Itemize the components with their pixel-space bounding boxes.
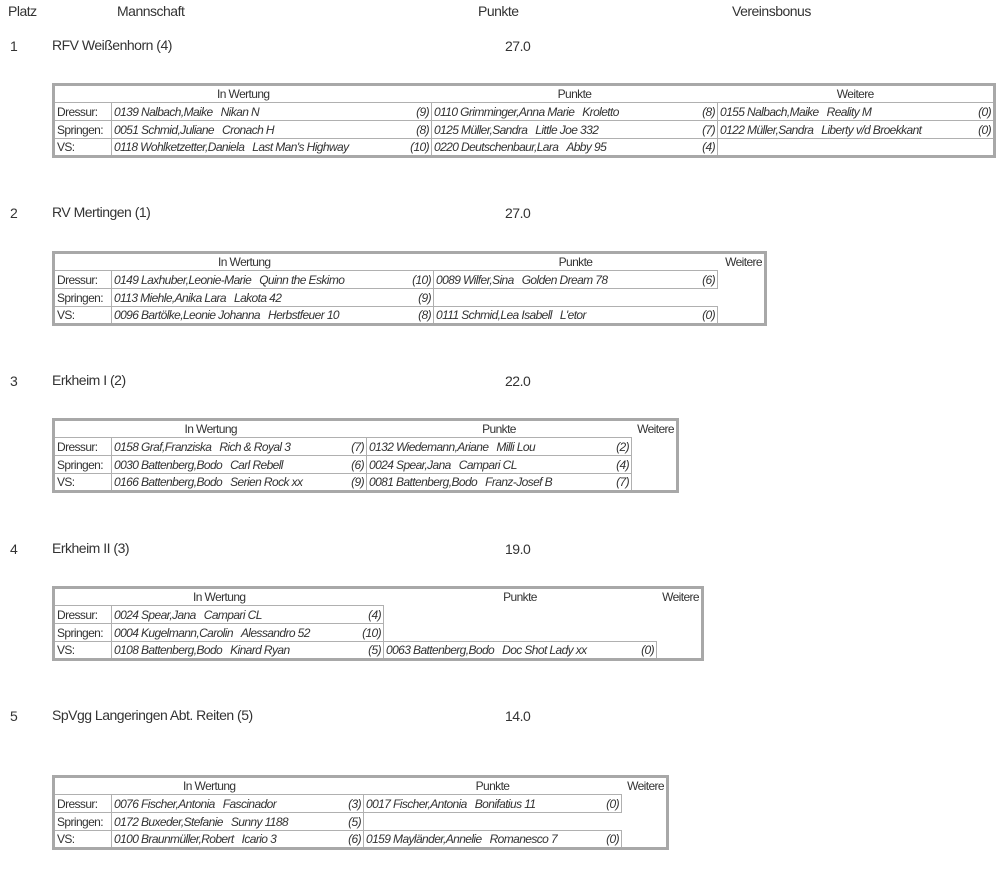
rider-entry: [112, 624, 384, 642]
entry-points: (2): [616, 439, 630, 454]
horse-name: Fascinador: [222, 796, 277, 811]
rider-name: 0139 Nalbach,Maike: [114, 104, 213, 119]
empty-cell: [622, 795, 668, 813]
discipline-label: Springen:: [54, 813, 112, 831]
discipline-row: [54, 456, 678, 474]
rider-entry: [364, 795, 622, 813]
team-rank: 3: [10, 373, 18, 389]
table-header-row: [54, 420, 678, 438]
entry-points: (4): [616, 457, 630, 472]
entry-points: (0): [978, 104, 992, 119]
team-points: 22.0: [505, 373, 531, 389]
discipline-row: [54, 795, 668, 813]
horse-name: Kinard Ryan: [230, 643, 290, 657]
horse-name: Cronach H: [222, 122, 274, 137]
horse-name: Campari CL: [458, 457, 517, 472]
horse-name: Alessandro 52: [240, 625, 310, 640]
entry-points: (10): [410, 140, 430, 154]
column-header-mannschaft: Mannschaft: [117, 3, 185, 19]
team-name: Erkheim II (3): [52, 540, 130, 556]
entry-points: (4): [702, 140, 716, 154]
team-name: RV Mertingen (1): [52, 204, 151, 220]
empty-cell: [364, 813, 622, 831]
entry-points: (9): [351, 475, 365, 489]
team-points: 14.0: [505, 708, 531, 724]
rider-entry: [432, 103, 718, 121]
column-header-vereinsbonus: Vereinsbonus: [732, 3, 811, 19]
rider-name: 0149 Laxhuber,Leonie-Marie: [114, 272, 252, 287]
horse-name: Carl Rebell: [230, 457, 283, 472]
rider-entry: [718, 103, 995, 121]
horse-name: Serien Rock xx: [230, 475, 303, 489]
team-name: SpVgg Langeringen Abt. Reiten (5): [52, 707, 253, 723]
rider-name: 0030 Battenberg,Bodo: [114, 457, 223, 472]
rider-name: 0118 Wohlketzetter,Daniela: [114, 140, 245, 154]
discipline-row: [54, 289, 766, 307]
entry-points: (3): [348, 796, 362, 811]
team-name: Erkheim I (2): [52, 372, 126, 388]
header-in-wertung: In Wertung: [218, 255, 271, 269]
rider-name: 0017 Fischer,Antonia: [366, 796, 467, 811]
rider-entry: [364, 831, 622, 849]
discipline-row: [54, 103, 995, 121]
discipline-label: Dressur:: [54, 271, 112, 289]
team-rank: 4: [10, 541, 18, 557]
entry-points: (0): [641, 643, 655, 657]
header-in-wertung: In Wertung: [184, 422, 237, 436]
rider-name: 0159 Mayländer,Annelie: [366, 832, 482, 846]
team-points: 19.0: [505, 541, 531, 557]
discipline-row: [54, 438, 678, 456]
rider-entry: [112, 103, 432, 121]
entry-points: (7): [702, 122, 716, 137]
entry-points: (9): [418, 290, 432, 305]
discipline-row: [54, 307, 766, 325]
team-results-table: [52, 775, 669, 850]
discipline-label: VS:: [54, 831, 112, 849]
empty-cell: [718, 139, 995, 157]
header-punkte: Punkte: [503, 590, 537, 605]
empty-cell: [622, 831, 668, 849]
header-weitere: Weitere: [637, 422, 675, 437]
horse-name: Lakota 42: [234, 290, 282, 305]
empty-cell: [622, 813, 668, 831]
empty-cell: [657, 642, 703, 660]
team-rank: 1: [10, 38, 18, 54]
entry-points: (6): [702, 272, 716, 287]
horse-name: Icario 3: [241, 832, 277, 846]
entry-points: (7): [616, 475, 630, 489]
team-rank: 2: [10, 205, 18, 221]
team-results-table: [52, 251, 767, 326]
entry-points: (8): [702, 104, 716, 119]
rider-name: 0100 Braunmüller,Robert: [114, 832, 234, 846]
rider-name: 0089 Wilfer,Sina: [436, 272, 514, 287]
horse-name: Sunny 1188: [230, 814, 289, 829]
rider-entry: [367, 456, 632, 474]
entry-points: (8): [416, 122, 430, 137]
rider-name: 0125 Müller,Sandra: [434, 122, 528, 137]
horse-name: Nikan N: [220, 104, 260, 119]
horse-name: Franz-Josef B: [485, 475, 553, 489]
rider-entry: [112, 642, 384, 660]
empty-cell: [657, 606, 703, 624]
empty-cell: [718, 307, 766, 325]
header-weitere: Weitere: [627, 779, 665, 794]
discipline-label: Springen:: [54, 289, 112, 307]
empty-cell: [632, 438, 678, 456]
rider-name: 0004 Kugelmann,Carolin: [114, 625, 233, 640]
entry-points: (9): [416, 104, 430, 119]
table-header-row: [54, 85, 995, 103]
rider-entry: [112, 438, 367, 456]
table-header-row: [54, 588, 703, 606]
team-points: 27.0: [505, 205, 531, 221]
header-weitere: Weitere: [725, 255, 763, 270]
header-weitere: Weitere: [836, 87, 874, 101]
horse-name: Abby 95: [566, 140, 607, 154]
horse-name: Little Joe 332: [535, 122, 599, 137]
empty-cell: [657, 624, 703, 642]
horse-name: Reality M: [826, 104, 872, 119]
horse-name: Doc Shot Lady xx: [502, 643, 587, 657]
rider-entry: [384, 642, 657, 660]
horse-name: Herbstfeuer 10: [268, 308, 339, 322]
discipline-row: [54, 139, 995, 157]
discipline-row: [54, 271, 766, 289]
rider-entry: [112, 813, 364, 831]
table-header-row: [54, 777, 668, 795]
rider-entry: [432, 139, 718, 157]
header-punkte: Punkte: [482, 422, 516, 436]
discipline-row: [54, 606, 703, 624]
header-in-wertung: In Wertung: [193, 590, 246, 604]
horse-name: Golden Dream 78: [521, 272, 608, 287]
entry-points: (0): [702, 308, 716, 322]
discipline-label: Dressur:: [54, 606, 112, 624]
discipline-row: [54, 831, 668, 849]
rider-entry: [112, 139, 432, 157]
entry-points: (6): [348, 832, 362, 846]
rider-name: 0122 Müller,Sandra: [720, 122, 814, 137]
entry-points: (10): [412, 272, 432, 287]
rider-entry: [112, 271, 434, 289]
column-header-platz: Platz: [8, 3, 37, 19]
rider-entry: [112, 795, 364, 813]
rider-name: 0166 Battenberg,Bodo: [114, 475, 223, 489]
rider-name: 0024 Spear,Jana: [114, 607, 196, 622]
rider-name: 0076 Fischer,Antonia: [114, 796, 215, 811]
empty-cell: [384, 606, 657, 624]
discipline-label: VS:: [54, 642, 112, 660]
empty-cell: [718, 271, 766, 289]
team-results-table: [52, 83, 996, 158]
rider-entry: [367, 474, 632, 492]
rider-entry: [112, 606, 384, 624]
entry-points: (8): [418, 308, 432, 322]
team-results-table: [52, 586, 704, 661]
discipline-label: Dressur:: [54, 438, 112, 456]
team-name: RFV Weißenhorn (4): [52, 37, 172, 53]
horse-name: Rich & Royal 3: [219, 439, 291, 454]
discipline-label: Springen:: [54, 456, 112, 474]
header-in-wertung: In Wertung: [217, 87, 270, 101]
rider-name: 0108 Battenberg,Bodo: [114, 643, 223, 657]
discipline-label: Dressur:: [54, 103, 112, 121]
team-results-table: [52, 418, 679, 493]
discipline-row: [54, 624, 703, 642]
rider-name: 0096 Bartölke,Leonie Johanna: [114, 308, 260, 322]
rider-name: 0113 Miehle,Anika Lara: [114, 290, 226, 305]
entry-points: (0): [978, 122, 992, 137]
header-punkte: Punkte: [558, 255, 593, 269]
rider-name: 0111 Schmid,Lea Isabell: [436, 308, 552, 322]
horse-name: Romanesco 7: [489, 832, 558, 846]
rider-name: 0220 Deutschenbaur,Lara: [434, 140, 559, 154]
entry-points: (5): [348, 814, 362, 829]
entry-points: (4): [368, 607, 382, 622]
rider-entry: [112, 456, 367, 474]
rider-entry: [112, 474, 367, 492]
team-points: 27.0: [505, 38, 531, 54]
empty-cell: [632, 474, 678, 492]
empty-cell: [384, 624, 657, 642]
rider-name: 0081 Battenberg,Bodo: [369, 475, 478, 489]
entry-points: (7): [351, 439, 365, 454]
horse-name: Milli Lou: [496, 439, 536, 454]
horse-name: Campari CL: [203, 607, 262, 622]
discipline-row: [54, 474, 678, 492]
rider-entry: [112, 831, 364, 849]
column-header-punkte: Punkte: [478, 3, 519, 19]
rider-entry: [112, 289, 434, 307]
entry-points: (5): [368, 643, 382, 657]
header-weitere: Weitere: [662, 590, 700, 605]
discipline-label: Springen:: [54, 624, 112, 642]
entry-points: (0): [606, 832, 620, 846]
rider-entry: [432, 121, 718, 139]
empty-cell: [434, 289, 718, 307]
discipline-label: VS:: [54, 139, 112, 157]
header-punkte: Punkte: [557, 87, 592, 101]
discipline-label: VS:: [54, 307, 112, 325]
rider-name: 0132 Wiedemann,Ariane: [369, 439, 489, 454]
discipline-row: [54, 642, 703, 660]
horse-name: Bonifatius 11: [474, 796, 536, 811]
rider-name: 0024 Spear,Jana: [369, 457, 451, 472]
horse-name: L'etor: [559, 308, 586, 322]
rider-name: 0172 Buxeder,Stefanie: [114, 814, 223, 829]
horse-name: Last Man's Highway: [252, 140, 349, 154]
discipline-row: [54, 813, 668, 831]
header-punkte: Punkte: [475, 779, 510, 793]
entry-points: (0): [606, 796, 620, 811]
rider-entry: [718, 121, 995, 139]
rider-entry: [112, 121, 432, 139]
horse-name: Quinn the Eskimo: [259, 272, 345, 287]
discipline-label: Dressur:: [54, 795, 112, 813]
table-header-row: [54, 253, 766, 271]
team-rank: 5: [10, 708, 18, 724]
header-in-wertung: In Wertung: [183, 779, 236, 793]
rider-entry: [367, 438, 632, 456]
discipline-label: Springen:: [54, 121, 112, 139]
rider-name: 0158 Graf,Franziska: [114, 439, 212, 454]
discipline-label: VS:: [54, 474, 112, 492]
rider-entry: [434, 307, 718, 325]
rider-name: 0051 Schmid,Juliane: [114, 122, 215, 137]
rider-name: 0063 Battenberg,Bodo: [386, 643, 495, 657]
rider-name: 0155 Nalbach,Maike: [720, 104, 819, 119]
horse-name: Kroletto: [582, 104, 619, 119]
discipline-row: [54, 121, 995, 139]
empty-cell: [632, 456, 678, 474]
rider-entry: [434, 271, 718, 289]
empty-cell: [718, 289, 766, 307]
rider-name: 0110 Grimminger,Anna Marie: [434, 104, 575, 119]
entry-points: (10): [362, 625, 382, 640]
entry-points: (6): [351, 457, 365, 472]
horse-name: Liberty v/d Broekkant: [821, 122, 922, 137]
rider-entry: [112, 307, 434, 325]
